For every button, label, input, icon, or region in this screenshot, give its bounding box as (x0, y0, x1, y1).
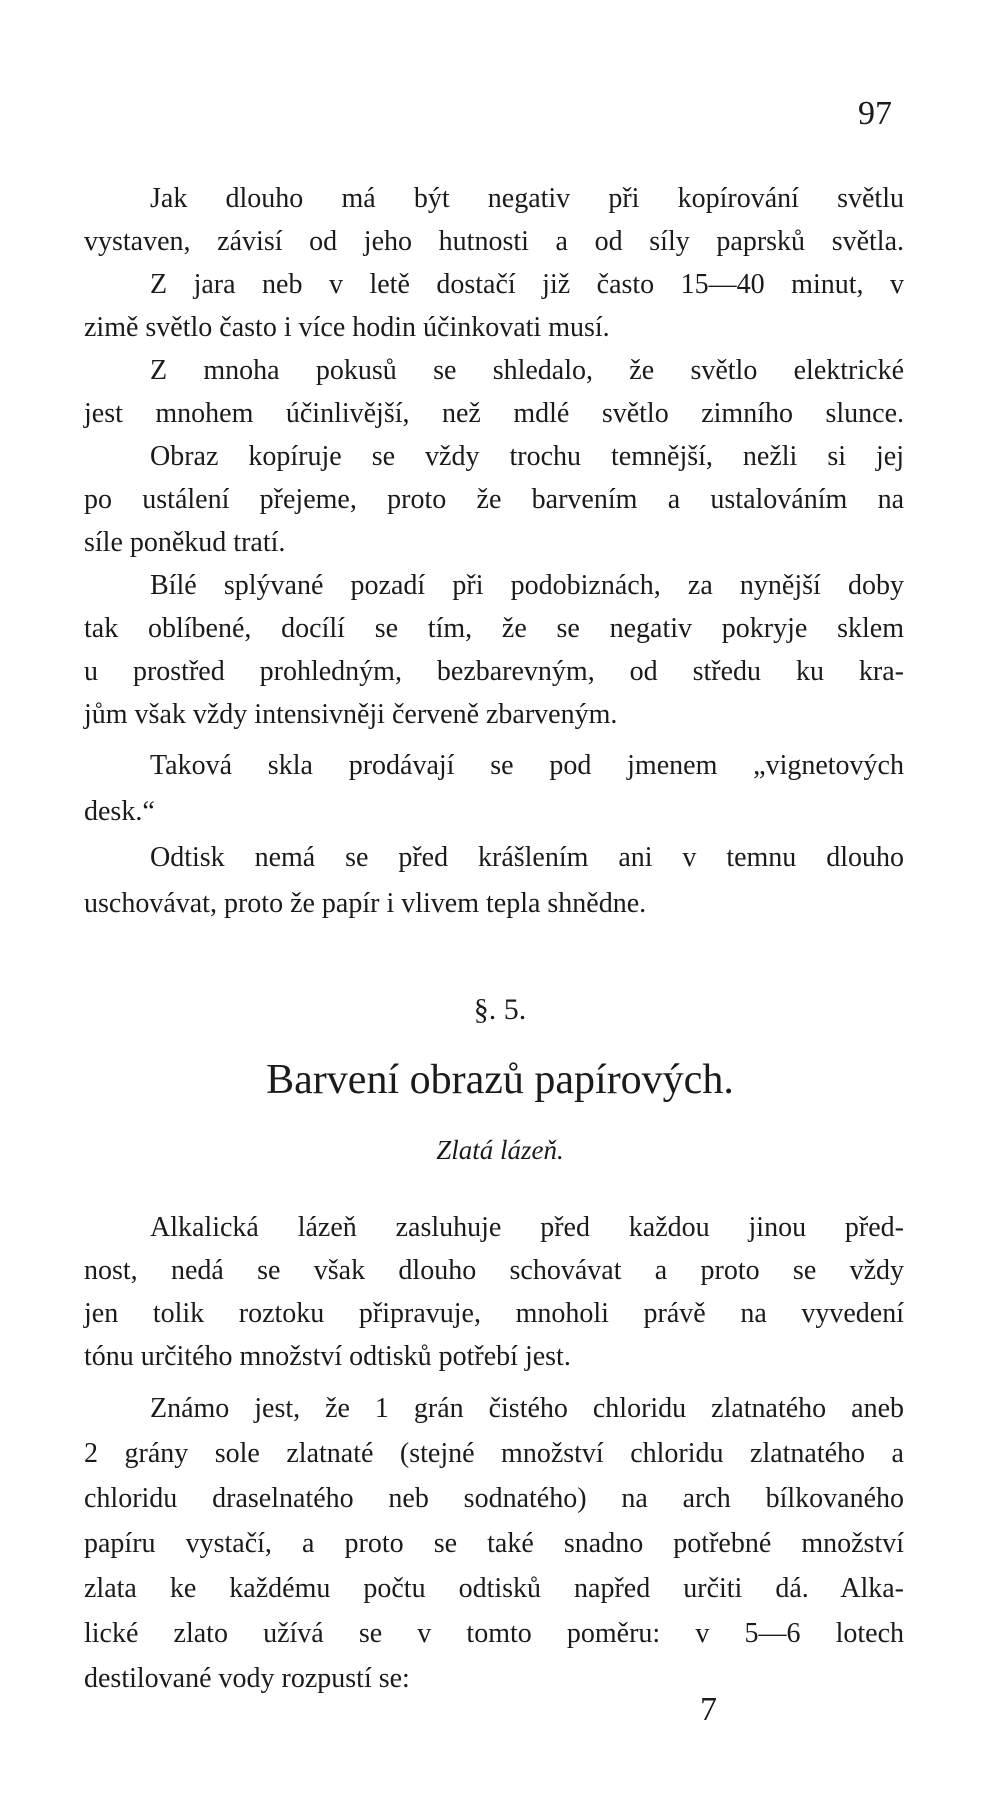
paragraph-gold-chloride (84, 1386, 904, 1701)
text-line: zimě světlo často i více hodin účinkovati musí. (84, 312, 610, 343)
text-line: papíru vystačí, a proto se také snadno potřebné množství (84, 1528, 904, 1559)
signature-mark: 7 (700, 1691, 717, 1728)
page-number: 97 (858, 95, 892, 132)
text-line: desk.“ (84, 796, 155, 827)
text-line: tónu určitého množství odtisků potřebí jest. (84, 1341, 571, 1372)
text-line: chloridu draselnatého neb sodnatého) na arch bílkovaného (84, 1483, 904, 1514)
text-line: destilované vody rozpustí se: (84, 1663, 410, 1694)
text-line: síle poněkud tratí. (84, 527, 286, 558)
section-number: §. 5. (473, 993, 527, 1026)
text-line: lické zlato užívá se v tomto poměru: v 5—6 lotech (84, 1618, 904, 1649)
text-line: Z jara neb v letě dostačí již často 15—40 minut, v (150, 269, 904, 300)
text-line: Alkalická lázeň zasluhuje před každou jinou před- (150, 1212, 904, 1243)
text-line: Známo jest, že 1 grán čistého chloridu zlatnatého aneb (150, 1393, 904, 1424)
subsection-heading: Zlatá lázeň. (436, 1135, 564, 1165)
text-line: Taková skla prodávají se pod jmenem „vignetových (150, 750, 904, 781)
text-line: Jak dlouho má být negativ při kopírování světlu (150, 183, 904, 214)
text-line: jen tolik roztoku připravuje, mnoholi právě na vyvedení (84, 1298, 904, 1329)
paragraph-alkaline-bath (84, 1206, 904, 1378)
paragraph-printing-exposure (84, 177, 904, 736)
text-line: tak oblíbené, docílí se tím, že se negativ pokryje sklem (84, 613, 904, 644)
text-line: vystaven, závisí od jeho hutnosti a od síly paprsků světla. (84, 226, 904, 257)
text-line: po ustálení přejeme, proto že barvením a ustalováním na (84, 484, 904, 515)
text-line: Z mnoha pokusů se shledalo, že světlo elektrické (150, 355, 904, 386)
text-line: Bílé splývané pozadí při podobiznách, za nynější doby (150, 570, 904, 601)
section-heading: Barvení obrazů papírových. (266, 1057, 734, 1103)
text-line: jest mnohem účinlivější, než mdlé světlo zimního slunce. (84, 398, 904, 429)
text-line: nost, nedá se však dlouho schovávat a proto se vždy (84, 1255, 904, 1286)
text-line: 2 grány sole zlatnaté (stejné množství chloridu zlatnatého a (84, 1438, 904, 1469)
text-line: zlata ke každému počtu odtisků napřed určiti dá. Alka- (84, 1573, 904, 1604)
text-line: jům však vždy intensivněji červeně zbarveným. (84, 699, 618, 730)
paragraph-vignette-plates (84, 743, 904, 927)
text-line: uschovávat, proto že papír i vlivem tepla shnědne. (84, 888, 647, 919)
text-line: Obraz kopíruje se vždy trochu temnější, nežli si jej (150, 441, 904, 472)
text-line: Odtisk nemá se před krášlením ani v temnu dlouho (150, 842, 904, 873)
text-line: u prostřed prohledným, bezbarevným, od středu ku kra- (84, 656, 904, 687)
